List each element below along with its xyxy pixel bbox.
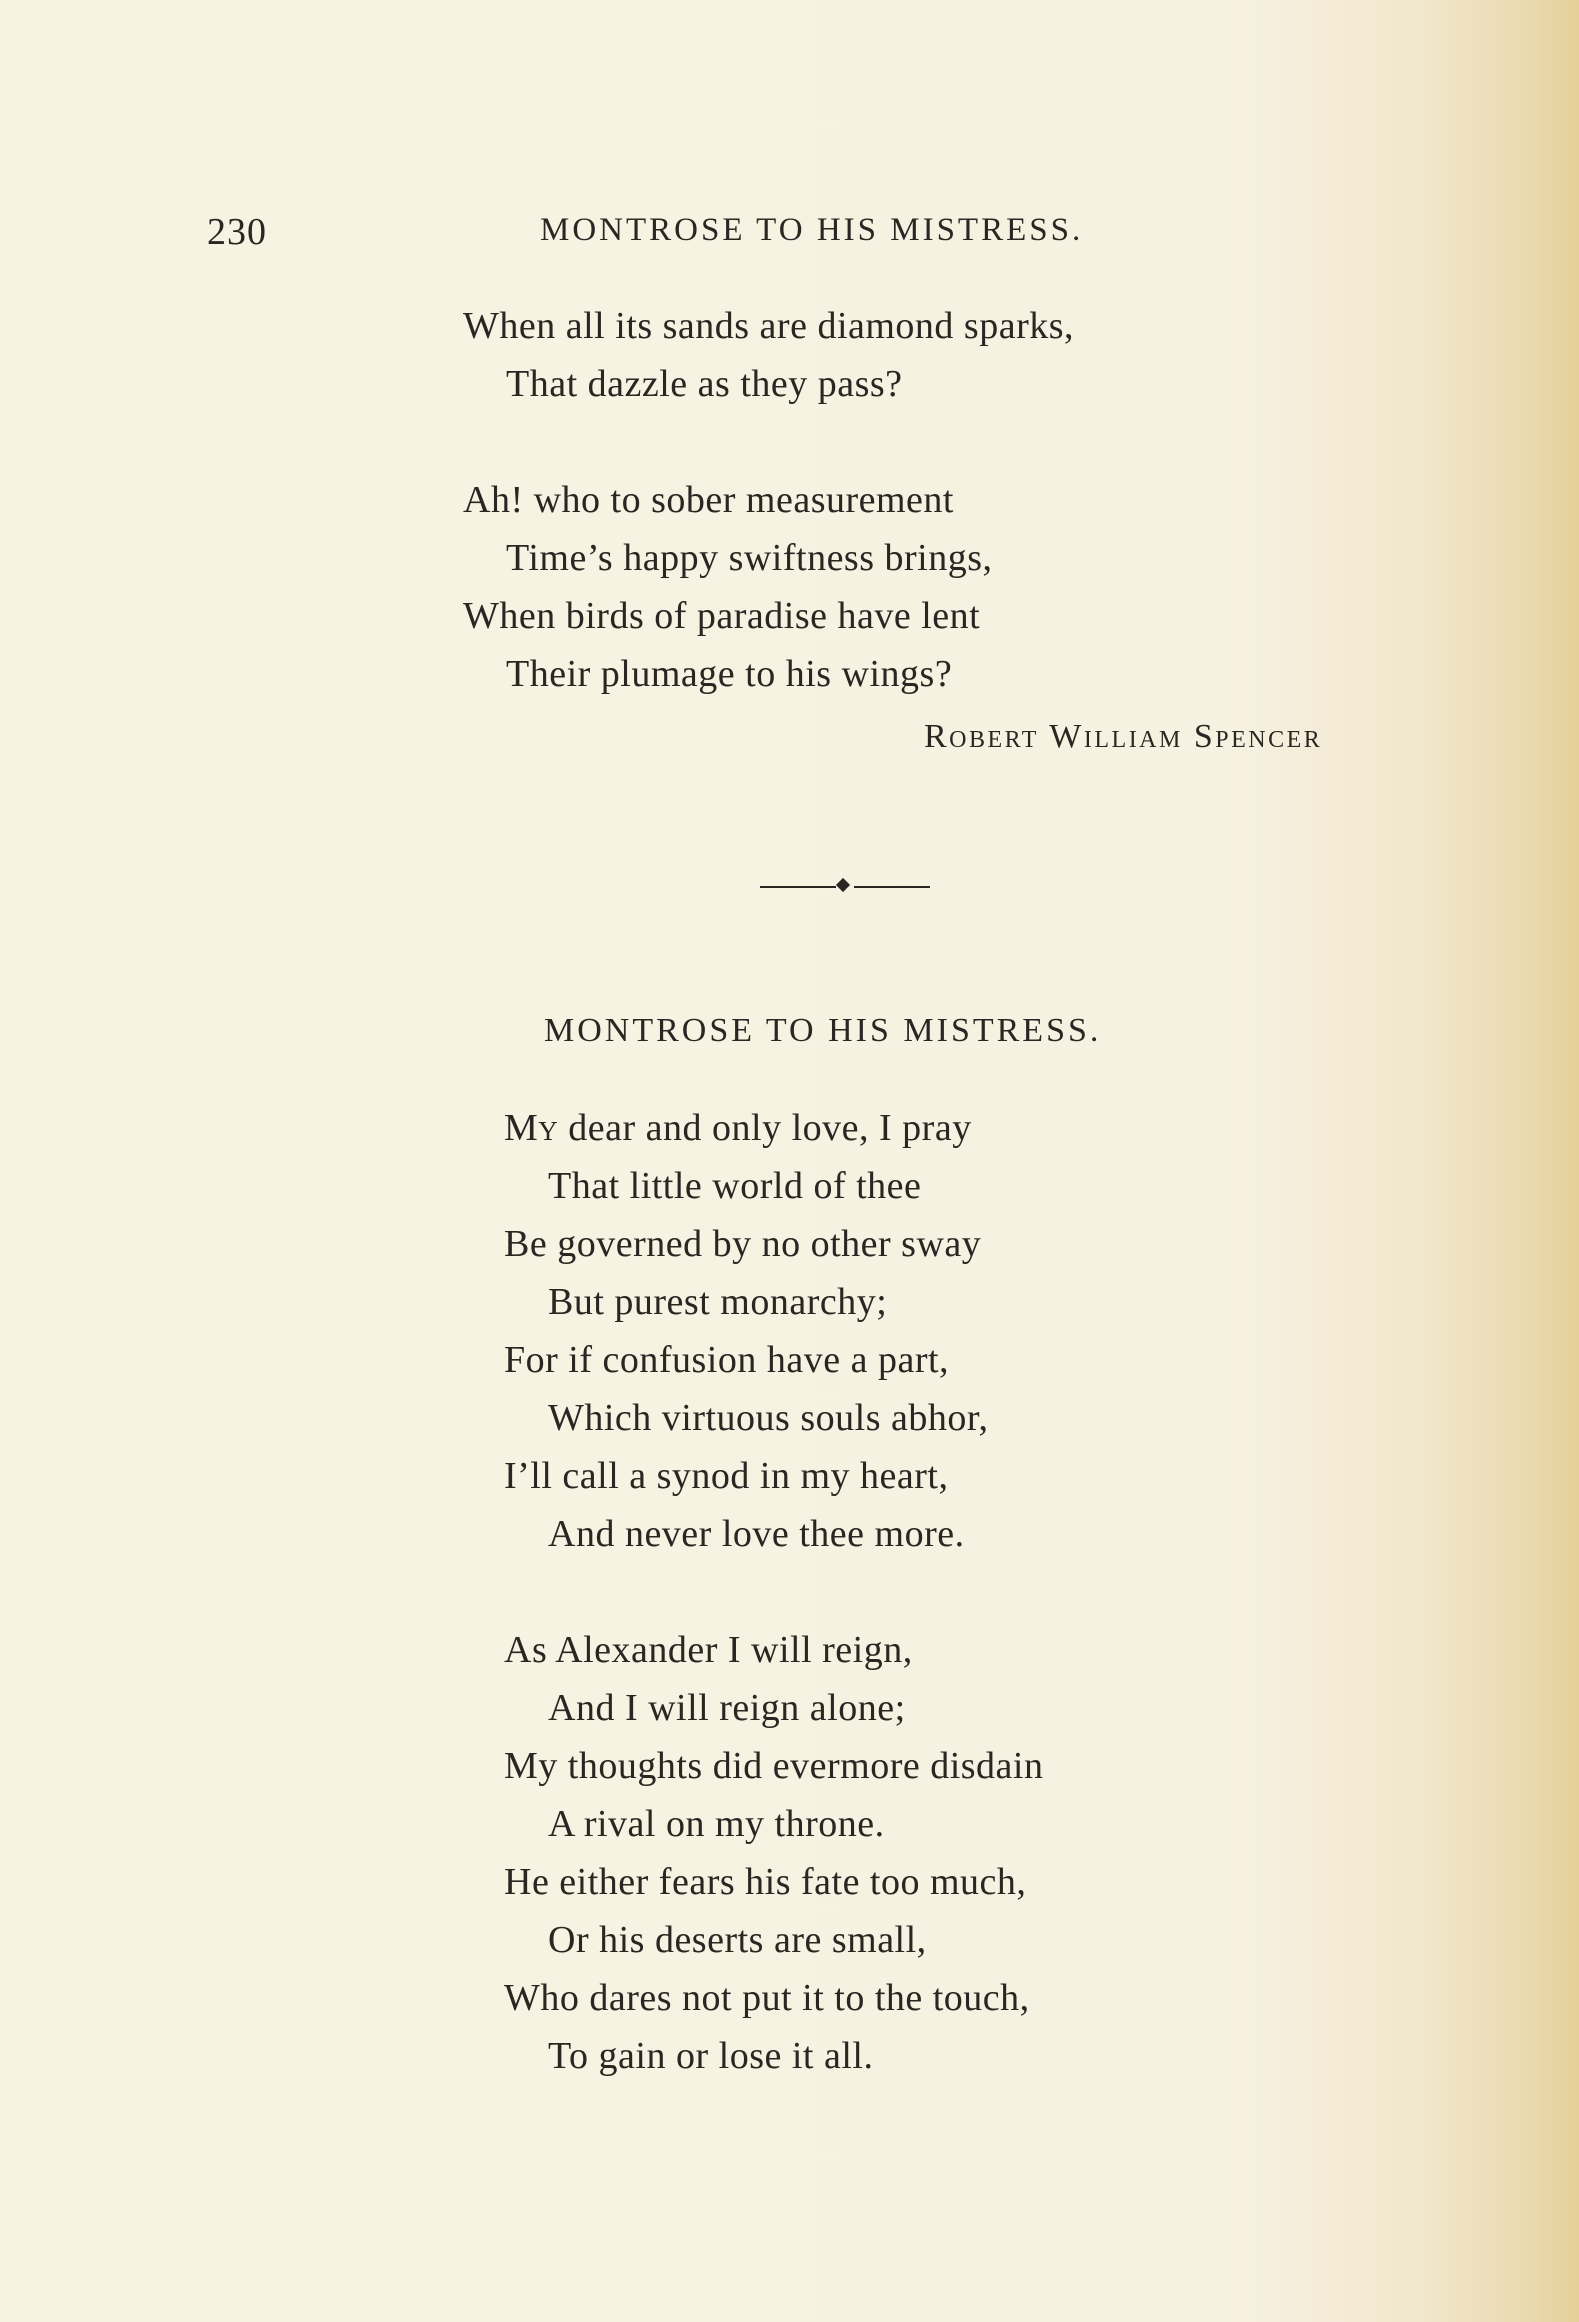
poem-line: That little world of thee (548, 1165, 922, 1207)
first-word: My (504, 1107, 559, 1149)
poem-line: Be governed by no other sway (504, 1223, 982, 1265)
poem-line: My thoughts did evermore disdain (504, 1745, 1044, 1787)
running-head: MONTROSE TO HIS MISTRESS. (540, 212, 1084, 248)
poem-line: A rival on my throne. (548, 1803, 885, 1845)
poem-line: When birds of paradise have lent (463, 595, 981, 637)
page-number: 230 (207, 211, 267, 253)
section-divider-ornament (760, 880, 930, 894)
poem-line: That dazzle as they pass? (506, 363, 903, 405)
poem-line: Or his deserts are small, (548, 1919, 927, 1961)
poem-line: Their plumage to his wings? (506, 653, 953, 695)
poem-line: Time’s happy swiftness brings, (506, 537, 993, 579)
poem-line: I’ll call a synod in my heart, (504, 1455, 949, 1497)
poem-title: MONTROSE TO HIS MISTRESS. (544, 1012, 1102, 1049)
first-line-rest: dear and only love, I pray (558, 1107, 972, 1149)
author-attribution: Robert William Spencer (924, 718, 1323, 755)
poem-line: To gain or lose it all. (548, 2035, 874, 2077)
poem-line: For if confusion have a part, (504, 1339, 950, 1381)
poem-line: As Alexander I will reign, (504, 1629, 913, 1671)
poem-line: When all its sands are diamond sparks, (463, 305, 1075, 347)
poem-line: He either fears his fate too much, (504, 1861, 1027, 1903)
poem-line: And I will reign alone; (548, 1687, 906, 1729)
poem-line: Which virtuous souls abhor, (548, 1397, 989, 1439)
poem-first-line (504, 1106, 972, 1150)
poem-line: Who dares not put it to the touch, (504, 1977, 1030, 2019)
poem-line: And never love thee more. (548, 1513, 965, 1555)
poem-line: Ah! who to sober measurement (463, 479, 954, 521)
poem-line: But purest monarchy; (548, 1281, 888, 1323)
